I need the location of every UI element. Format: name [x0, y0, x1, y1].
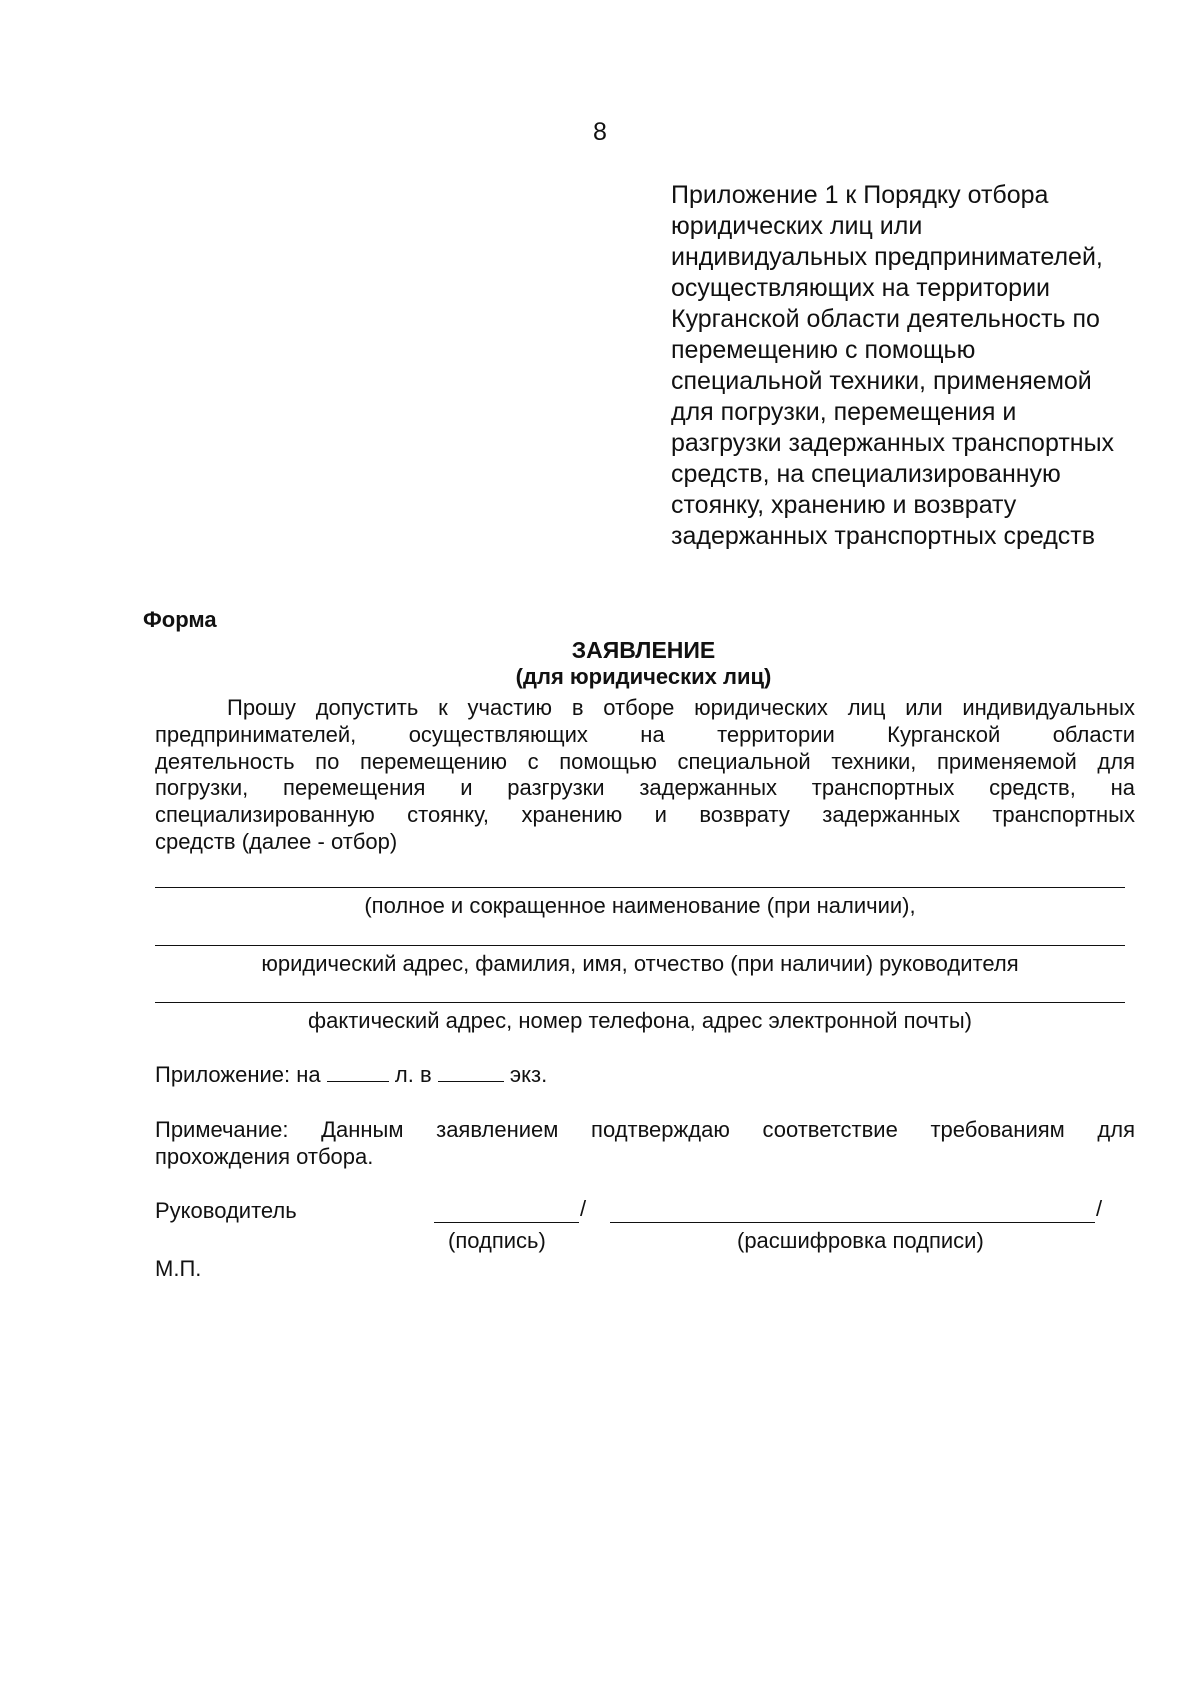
application-body — [155, 695, 1135, 856]
appendix-line: разгрузки задержанных транспортных — [671, 429, 1115, 457]
body-line: специализированную стоянку, хранению и возврату задержанных транспортных — [155, 802, 1135, 828]
signature-decode-caption: (расшифровка подписи) — [737, 1228, 984, 1253]
signature-blank[interactable] — [434, 1222, 579, 1223]
sheets-count-blank[interactable] — [327, 1063, 389, 1082]
contacts-field-line[interactable] — [155, 1002, 1125, 1003]
document-subtitle: (для юридических лиц) — [515, 664, 772, 689]
appendix-line: Приложение 1 к Порядку отбора — [671, 181, 1049, 209]
copies-count-blank[interactable] — [438, 1063, 504, 1082]
attachment-suffix: экз. — [509, 1062, 548, 1087]
appendix-line: для погрузки, перемещения и — [671, 398, 1017, 426]
body-line: Прошу допустить к участию в отборе юридических лиц или индивидуальных — [227, 695, 1135, 720]
note — [155, 1116, 1135, 1170]
note-line: Примечание: Данным заявлением подтверждаю соответствие требованиям для — [155, 1117, 1135, 1142]
signature-slash: / — [580, 1196, 587, 1221]
signature-decode-blank[interactable] — [610, 1222, 1095, 1223]
signature-decode-slash: / — [1096, 1196, 1103, 1221]
appendix-line: специальной техники, применяемой — [671, 367, 1092, 395]
form-label: Форма — [143, 607, 217, 632]
appendix-line: Курганской области деятельность по — [671, 305, 1100, 333]
address-field-caption: юридический адрес, фамилия, имя, отчество (при наличии) руководителя — [261, 951, 1019, 976]
appendix-line: задержанных транспортных средств — [671, 522, 1096, 550]
appendix-line: средств, на специализированную — [671, 460, 1061, 488]
note-line: прохождения отбора. — [155, 1144, 374, 1169]
appendix-line: юридических лиц или — [671, 212, 923, 240]
address-field-line[interactable] — [155, 945, 1125, 946]
contacts-field-caption: фактический адрес, номер телефона, адрес электронной почты) — [308, 1008, 972, 1033]
appendix-line: индивидуальных предпринимателей, — [671, 243, 1103, 271]
appendix-line: осуществляющих на территории — [671, 274, 1051, 302]
attachment-line — [155, 1062, 547, 1088]
seal-label: М.П. — [155, 1256, 202, 1281]
body-line: погрузки, перемещения и разгрузки задержанных транспортных средств, на — [155, 775, 1135, 801]
body-line: деятельность по перемещению с помощью специальной техники, применяемой для — [155, 748, 1135, 774]
appendix-line: перемещению с помощью — [671, 336, 976, 364]
signer-label: Руководитель — [155, 1198, 297, 1223]
name-field-line[interactable] — [155, 887, 1125, 888]
appendix-header — [671, 180, 1151, 552]
body-line: средств (далее - отбор) — [155, 828, 398, 854]
appendix-line: стоянку, хранению и возврату — [671, 491, 1017, 519]
page-number: 8 — [593, 118, 607, 146]
attachment-middle: л. в — [394, 1062, 432, 1087]
signature-caption: (подпись) — [448, 1228, 546, 1253]
attachment-prefix: Приложение: на — [155, 1062, 321, 1087]
body-line: предпринимателей, осуществляющих на территории Курганской области — [155, 721, 1135, 747]
name-field-caption: (полное и сокращенное наименование (при наличии), — [364, 893, 916, 918]
document-title: ЗАЯВЛЕНИЕ — [571, 637, 716, 663]
